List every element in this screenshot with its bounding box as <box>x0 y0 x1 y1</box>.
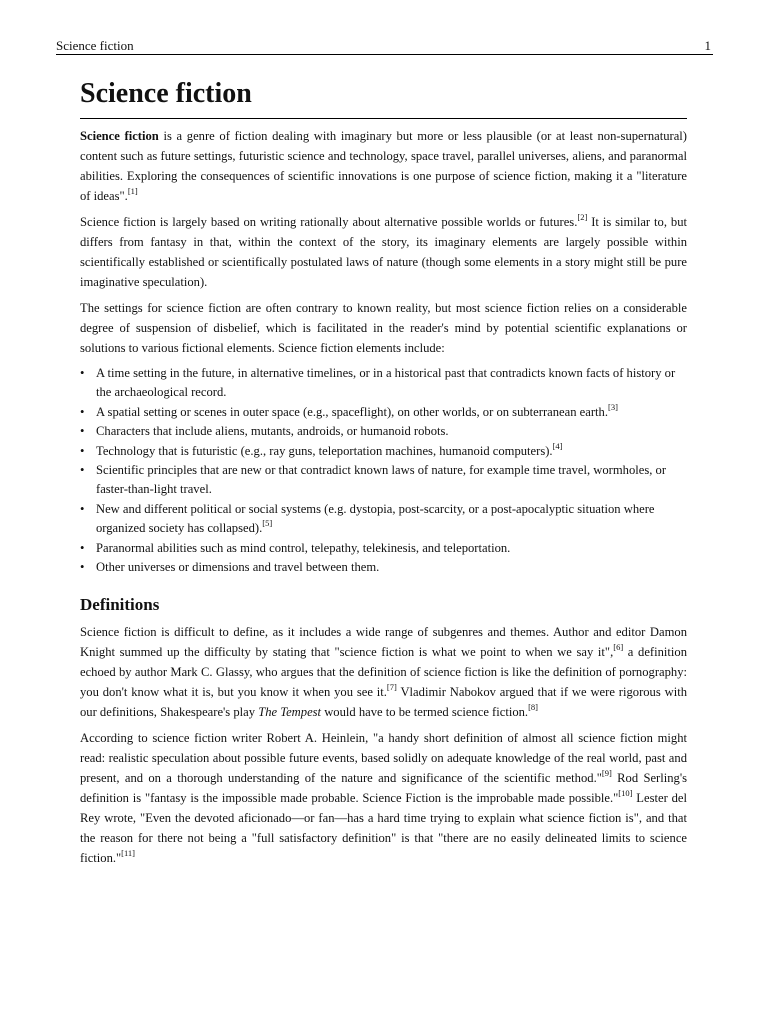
list-item-text: Scientific principles that are new or that contradict known laws of nature, for example time travel, wormholes, or faster-than-light travel. <box>96 463 667 497</box>
definitions-text-1c: Vladimir Nabokov argued that if we were rigorous with our definitions, Shakespeare's play <box>80 685 687 720</box>
elements-list <box>80 364 687 577</box>
citation-7[interactable]: [7] <box>386 682 397 693</box>
intro-text-2b: It is similar to, but differs from fantasy in that, within the context of the story, its imaginary elements are largely possible within scientifically established or scientifically postulated laws of nature (though some elements in a story might still be pure imaginative speculation). <box>80 215 687 289</box>
citation-8[interactable]: [8] <box>528 702 539 713</box>
citation-1[interactable]: [1] <box>127 186 138 196</box>
list-item <box>80 461 687 500</box>
citation-3[interactable]: [3] <box>607 401 618 412</box>
definitions-text-1d: would have to be termed science fiction. <box>321 705 529 720</box>
list-item <box>80 558 687 577</box>
bullet-icon: • <box>80 443 85 458</box>
citation-11[interactable]: [11] <box>121 848 136 859</box>
section-heading-definitions: Definitions <box>80 595 160 615</box>
bullet-icon: • <box>80 540 85 555</box>
bullet-icon: • <box>80 404 85 419</box>
list-item <box>80 364 687 403</box>
list-item <box>80 403 687 422</box>
definitions-text-2a: According to science fiction writer Robert A. Heinlein, "a handy short definition of almost all science fiction might read: realistic speculation about possible future events, based solidly on adequate knowledge of the real world, past and present, and on a thorough understanding of the nature and significance of the scientific method." <box>80 731 687 786</box>
intro-paragraph-1 <box>80 126 687 206</box>
list-item-text: Characters that include aliens, mutants, androids, or humanoid robots. <box>96 424 449 439</box>
citation-6[interactable]: [6] <box>613 642 624 653</box>
intro-paragraph-3: The settings for science fiction are often contrary to known reality, but most science fiction relies on a considerable degree of suspension of disbelief, which is facilitated in the reader's mind by potential scientific explanations or solutions to various fictional elements. Science fiction elements include: <box>80 301 687 355</box>
definitions-paragraph-2 <box>80 728 687 868</box>
bullet-icon: • <box>80 366 85 380</box>
intro-text-1: is a genre of fiction dealing with imaginary but more or less plausible (or at least non-supernatural) content such as future settings, futuristic science and technology, space travel, parallel universes, aliens, and paranormal abilities. Exploring the consequences of scientific innovations is one purpose of science fiction, making it a "literature of ideas". <box>80 129 687 203</box>
definitions-text-1b: a definition echoed by author Mark C. Glassy, who argues that the definition of science fiction is like the definition of pornography: you don't know what it is, but you know it when you see it. <box>80 645 687 700</box>
page-title: Science fiction <box>80 76 687 119</box>
page-number: 1 <box>704 38 711 53</box>
intro-text-2a: Science fiction is largely based on writing rationally about alternative possible worlds or futures. <box>80 215 578 229</box>
definitions-text-1a: Science fiction is difficult to define, as it includes a wide range of subgenres and themes. Author and editor Damon Knight summed up the difficulty by stating that "science fiction is what we point to when we say it", <box>80 625 687 660</box>
lead-term: Science fiction <box>80 129 159 143</box>
definitions-paragraph-1 <box>80 622 687 722</box>
list-item <box>80 422 687 441</box>
list-item-text: Other universes or dimensions and travel between them. <box>96 560 380 575</box>
list-item-text: A time setting in the future, in alternative timelines, or in a historical past that contradicts known facts of history or the archaeological record. <box>96 366 676 400</box>
citation-5[interactable]: [5] <box>262 518 273 529</box>
article-body <box>80 76 687 874</box>
bullet-icon: • <box>80 560 85 575</box>
definitions-text-2b: Rod Serling's definition is "fantasy is the impossible made probable. Science Fiction is the improbable made possible." <box>80 771 688 806</box>
bullet-icon: • <box>80 424 85 439</box>
bullet-icon: • <box>80 463 85 478</box>
running-header-title: Science fiction <box>56 38 134 53</box>
list-item-text: New and different political or social systems (e.g. dystopia, post-scarcity, or a post-apocalyptic situation where organized society has collapsed). <box>96 501 655 536</box>
definitions-text-2c: Lester del Rey wrote, "Even the devoted aficionado—or fan—has a hard time trying to explain what science fiction is", and that the reason for there not being a "full satisfactory definition" is that "there are no easily delineated limits to science fiction." <box>80 791 687 866</box>
list-item-text: Paranormal abilities such as mind control, telepathy, telekinesis, and teleportation. <box>96 540 511 555</box>
bullet-icon: • <box>80 501 85 516</box>
citation-2[interactable]: [2] <box>577 212 588 222</box>
list-item-text: A spatial setting or scenes in outer space (e.g., spaceflight), on other worlds, or on subterranean earth. <box>96 404 608 419</box>
citation-10[interactable]: [10] <box>618 788 633 799</box>
citation-9[interactable]: [9] <box>601 768 612 779</box>
list-item-text: Technology that is futuristic (e.g., ray guns, teleportation machines, humanoid computers). <box>96 443 553 458</box>
list-item <box>80 442 687 461</box>
work-title-the-tempest: The Tempest <box>258 705 322 720</box>
running-header <box>56 38 713 55</box>
list-item <box>80 500 687 539</box>
intro-paragraph-2 <box>80 212 687 292</box>
citation-4[interactable]: [4] <box>552 440 563 451</box>
list-item <box>80 539 687 558</box>
